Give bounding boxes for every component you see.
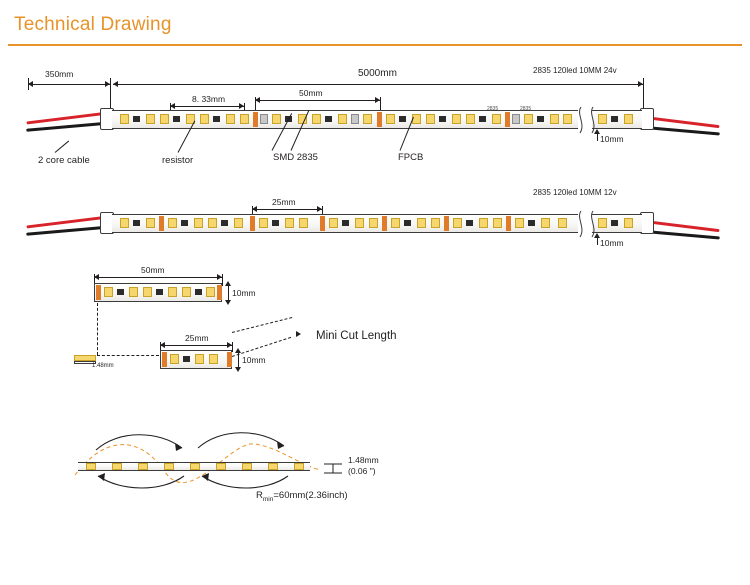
dim-lead-length-24v: 350mm [45,69,74,79]
dim-segment-25mm-width: 10mm [242,355,266,365]
callout-2-core-cable: 2 core cable [38,155,90,166]
callout-fpcb: FPCB [398,152,424,163]
wire-red-right-24v [645,116,720,128]
thickness-dimension-marker [322,461,348,482]
dim-total-length-24v: 5000mm [358,68,397,79]
mini-cut-length-title: Mini Cut Length [316,330,397,342]
dim-segment-50mm: 50mm [141,265,165,275]
dim-cut-length-24v: 50mm [299,88,323,98]
dim-segment-25mm: 25mm [185,333,209,343]
leader-dashed-vertical [97,303,98,355]
wire-black-right-24v [645,126,720,135]
dim-cut-length-12v: 25mm [272,197,296,207]
bend-radius-subscript: min [262,495,274,503]
bend-arrows [78,424,318,494]
callout-smd-2835: SMD 2835 [273,152,318,163]
dim-thickness-inch: (0.06 ") [348,466,376,476]
dim-thickness-mm: 1.48mm [348,455,379,465]
dim-segment-50mm-width: 10mm [232,288,256,298]
bend-radius-symbol: R [256,490,263,501]
dim-width-24v: 10mm [600,134,624,144]
dim-thickness-side: 1.48mm [92,363,114,369]
wire-red-right-12v [645,220,720,232]
spec-label-12v: 2835 120led 10MM 12v [533,188,617,197]
spec-label-24v: 2835 120led 10MM 24v [533,66,617,75]
callout-resistor: resistor [162,155,194,166]
wire-black-right-12v [645,230,720,239]
dim-led-pitch-24v: 8. 33mm [192,94,226,104]
leader-dashed-horizontal [97,355,159,356]
technical-drawing-page: Technical Drawing 2835 120led 10MM 24v 350mm 5000mm 8. 33mm 50mm 2835 2835 10mm 2 core cable resistor SMD 2835 FPCB 2835 120led 10MM 12v 25mm 10mm 50mm 10mm 25mm 10mm 1.48mm Mini Cut Length 1.48mm (0.06 ") $R_{min}=60mm(2.36inch)$ [0,0,750,585]
wire-black-left-12v [26,226,104,235]
dim-width-12v: 10mm [600,238,624,248]
bend-radius-value: =60mm(2.36inch) [273,490,348,501]
leader-to-title-upper [232,317,292,333]
leader-to-title-lower [232,337,291,357]
bend-radius-note [256,490,348,503]
strip-end-cap-right-12v [640,212,654,234]
strip-end-cap-right-24v [640,108,654,130]
page-title: Technical Drawing [14,14,172,35]
wire-black-left-24v [26,122,104,131]
title-divider [8,44,742,46]
